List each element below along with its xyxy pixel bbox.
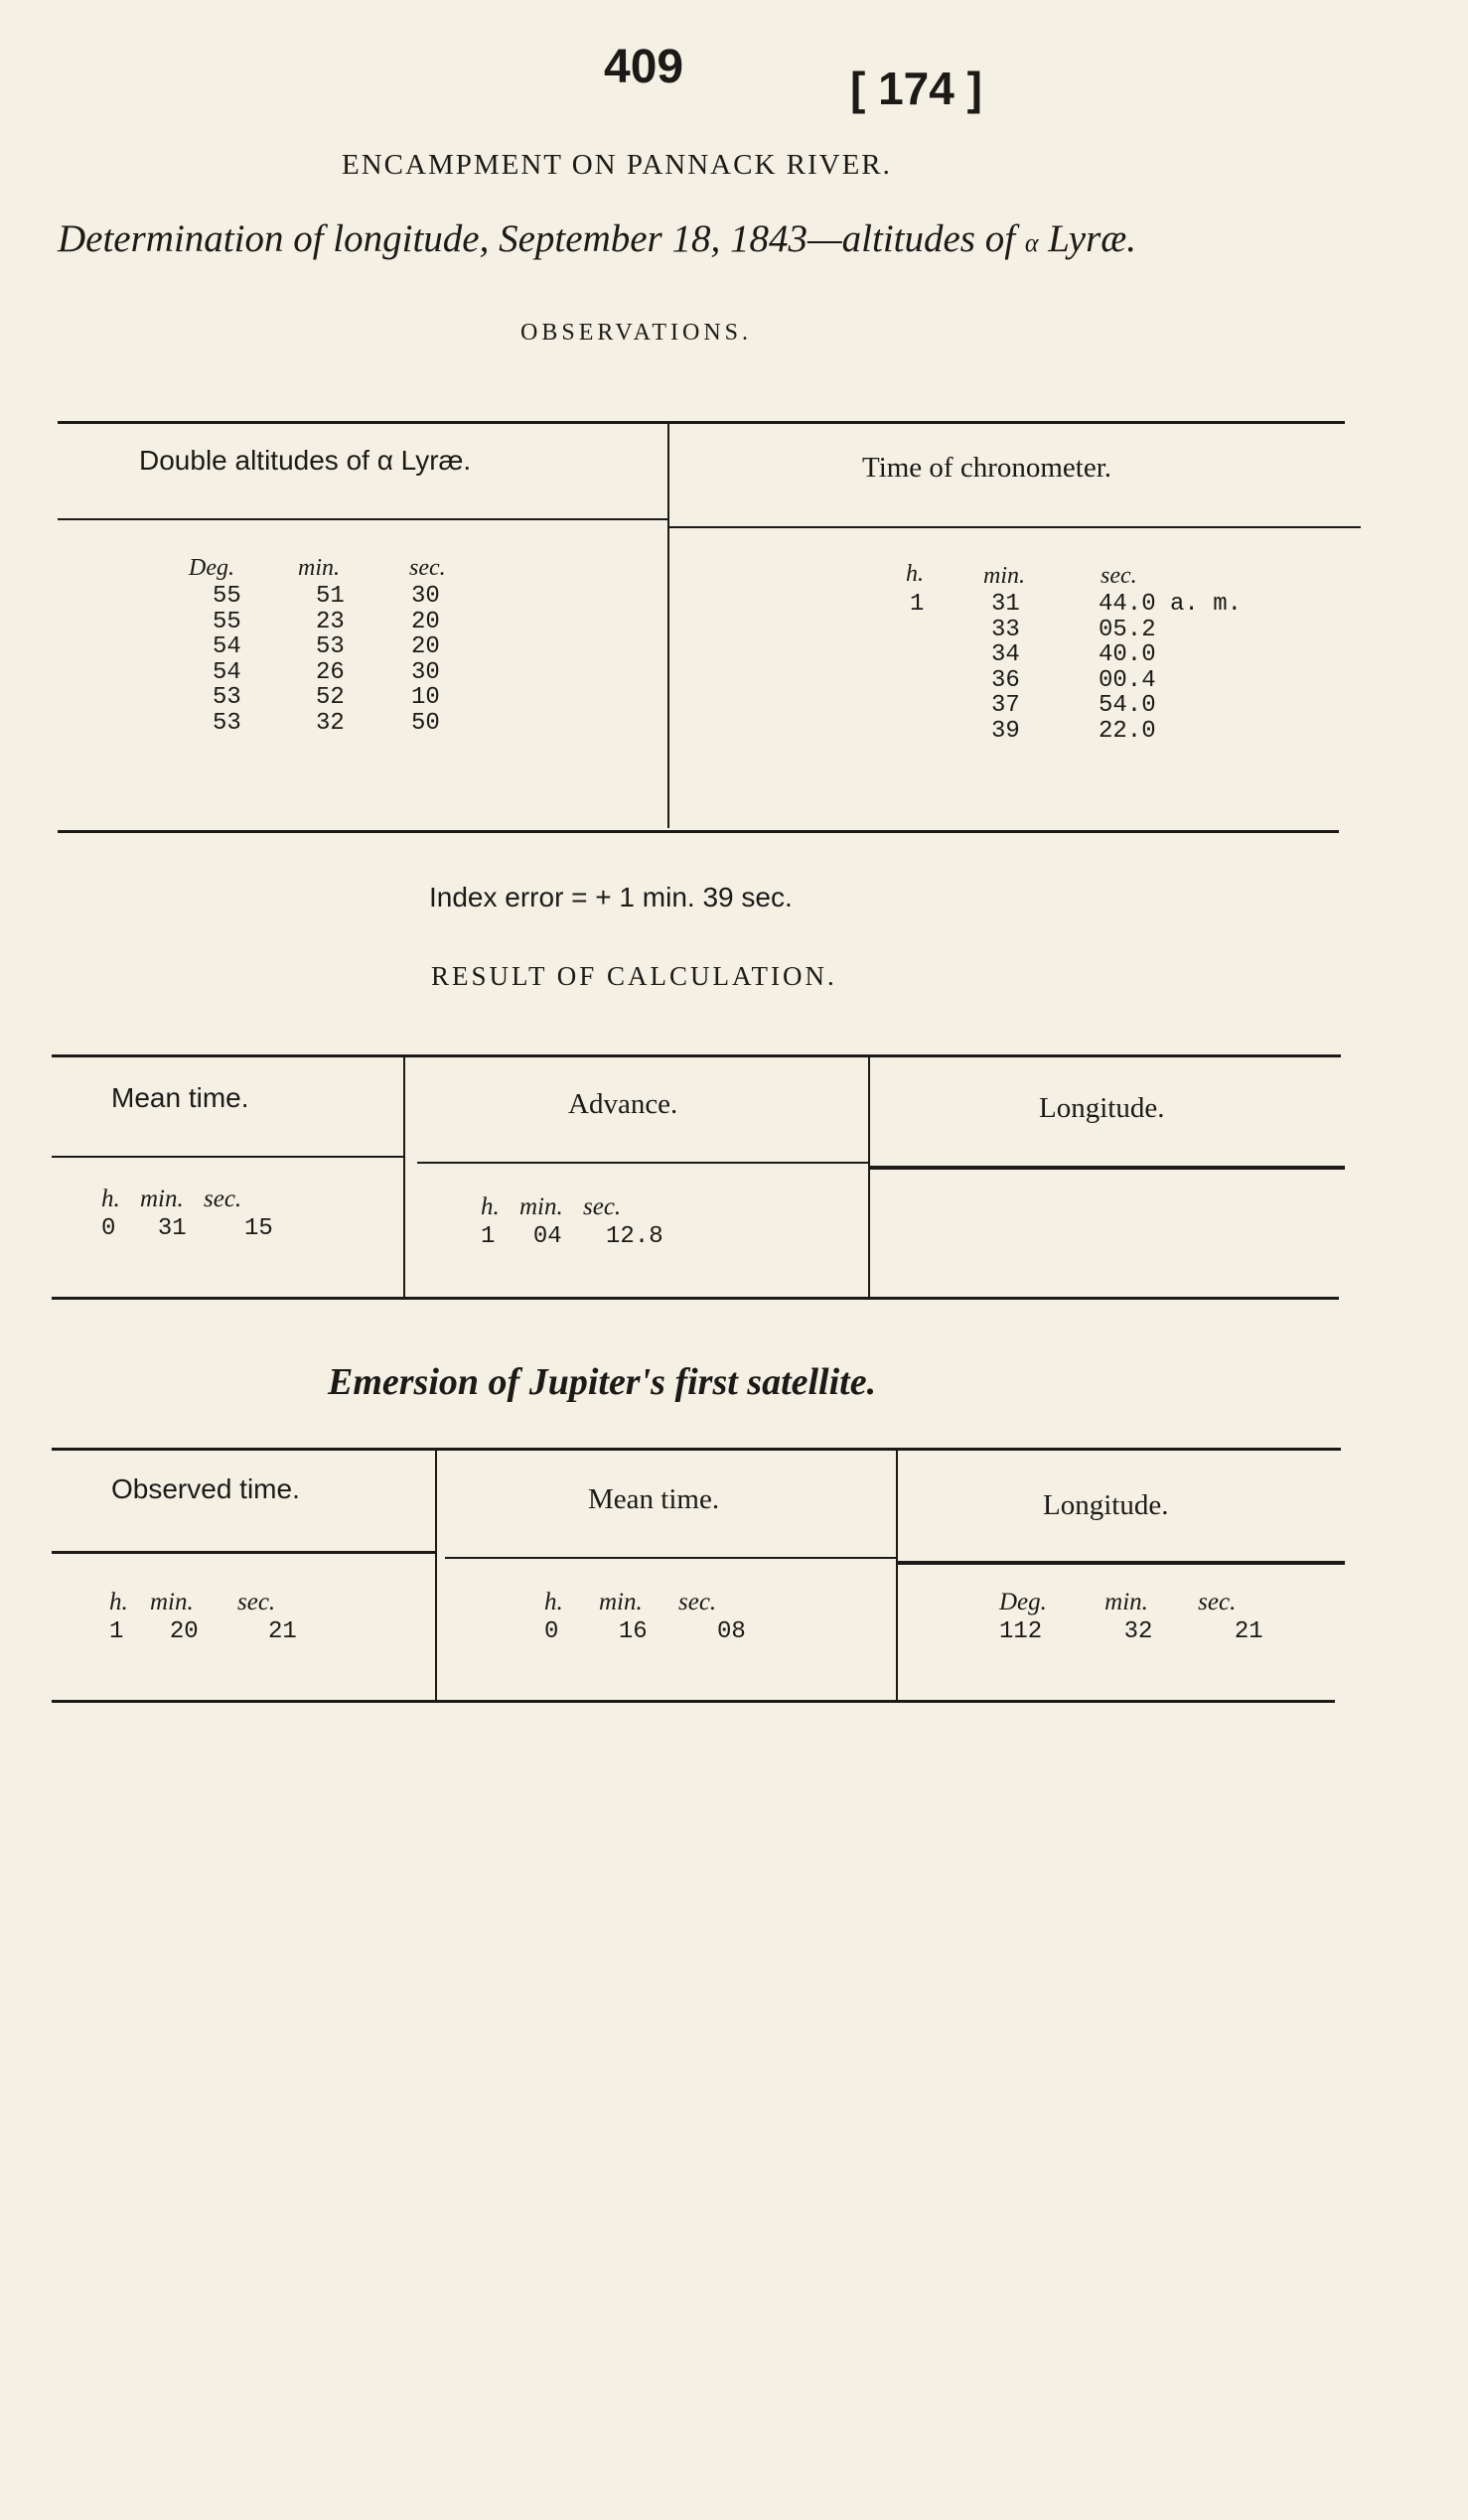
value-sec: 21 xyxy=(268,1618,297,1645)
deg-cell: 54 xyxy=(213,633,241,661)
min-cell: 23 xyxy=(316,608,345,635)
min-cell: 52 xyxy=(316,684,345,712)
sec-cell: 20 xyxy=(411,608,440,635)
min-cell: 32 xyxy=(316,709,345,737)
unit-min: min. xyxy=(140,1186,184,1212)
emersion-mean-units xyxy=(544,1589,716,1616)
result-header-rule-3 xyxy=(870,1166,1345,1170)
chron-sec-cell: 44.0 a. m. xyxy=(1099,591,1243,618)
unit-min: min. xyxy=(599,1589,643,1615)
chron-sec-cell: 22.0 xyxy=(1099,717,1156,745)
result-divider-1 xyxy=(403,1054,405,1297)
chron-sec-cell: 00.4 xyxy=(1099,666,1156,694)
chronometer-header: Time of chronometer. xyxy=(862,452,1112,484)
chron-min-cell: 39 xyxy=(991,717,1020,745)
emersion-top-rule xyxy=(52,1448,1341,1451)
sec-column xyxy=(411,584,440,737)
unit-min: min. xyxy=(150,1589,194,1615)
unit-h: h. xyxy=(109,1589,128,1615)
emersion-longitude-header: Longitude. xyxy=(1043,1489,1169,1521)
unit-min: min. xyxy=(1104,1589,1148,1615)
emersion-longitude-units xyxy=(999,1589,1236,1616)
value-sec: 08 xyxy=(717,1618,746,1645)
result-mean-units xyxy=(101,1186,241,1213)
chron-min-column xyxy=(991,592,1020,745)
result-header-rule-2 xyxy=(417,1162,868,1164)
value-min: 20 xyxy=(169,1618,199,1645)
emersion-header-rule-1 xyxy=(52,1551,435,1554)
result-bottom-rule xyxy=(52,1297,1339,1300)
result-mean-time-header: Mean time. xyxy=(111,1082,249,1113)
observed-values xyxy=(109,1618,297,1645)
emersion-header-rule-2 xyxy=(445,1557,896,1559)
title-star: Lyræ. xyxy=(1048,217,1137,260)
deg-cell: 53 xyxy=(213,709,241,737)
emersion-divider-2 xyxy=(896,1448,898,1702)
sec-cell: 50 xyxy=(411,709,440,737)
result-top-rule xyxy=(52,1054,1341,1057)
emersion-bottom-rule xyxy=(52,1700,1335,1703)
emersion-heading: Emersion of Jupiter's first satellite. xyxy=(328,1361,877,1403)
hour-column xyxy=(910,592,924,618)
value-h: 1 xyxy=(481,1223,496,1250)
unit-min: min. xyxy=(519,1193,563,1220)
chron-min-cell: 37 xyxy=(991,692,1020,720)
emersion-mean-time-header: Mean time. xyxy=(588,1483,720,1515)
result-advance-values xyxy=(481,1223,663,1250)
hour-cell: 1 xyxy=(910,591,925,618)
page-number-right: [ 174 ] xyxy=(850,63,982,114)
emersion-divider-1 xyxy=(435,1448,437,1702)
sec-cell: 10 xyxy=(411,684,440,712)
title-main: Determination of longitude, September 18, 1843—altitudes of xyxy=(58,217,1016,260)
observations-header-rule-right xyxy=(669,526,1361,528)
result-longitude-header: Longitude. xyxy=(1039,1092,1165,1124)
deg-column xyxy=(213,584,241,737)
min-cell: 51 xyxy=(316,583,345,610)
value-min: 31 xyxy=(157,1215,187,1242)
chron-sec-cell: 05.2 xyxy=(1099,616,1156,643)
emersion-header-rule-3 xyxy=(898,1561,1345,1565)
unit-sec: sec. xyxy=(237,1589,276,1615)
observations-divider xyxy=(667,421,669,828)
result-advance-units xyxy=(481,1193,621,1221)
value-h: 0 xyxy=(101,1215,116,1242)
deg-cell: 54 xyxy=(213,658,241,686)
unit-sec: sec. xyxy=(583,1193,622,1220)
chron-min-cell: 33 xyxy=(991,616,1020,643)
page-title xyxy=(58,216,1136,261)
observations-header-rule-left xyxy=(58,518,667,520)
min-cell: 26 xyxy=(316,658,345,686)
sec-cell: 30 xyxy=(411,583,440,610)
value-deg: 112 xyxy=(999,1618,1043,1645)
observed-time-header: Observed time. xyxy=(111,1473,300,1504)
chron-min-unit: min. xyxy=(983,563,1025,589)
emersion-mean-values xyxy=(544,1618,746,1645)
index-error: Index error = + 1 min. 39 sec. xyxy=(429,882,793,912)
chron-sec-column xyxy=(1099,592,1242,745)
unit-h: h. xyxy=(544,1589,563,1615)
altitudes-header: Double altitudes of α Lyræ. xyxy=(139,445,472,476)
chron-sec-cell: 40.0 xyxy=(1099,641,1156,669)
sec-cell: 20 xyxy=(411,633,440,661)
deg-cell: 55 xyxy=(213,608,241,635)
chron-sec-cell: 54.0 xyxy=(1099,692,1156,720)
deg-cell: 53 xyxy=(213,684,241,712)
result-advance-header: Advance. xyxy=(568,1088,678,1120)
emersion-longitude-values xyxy=(999,1618,1263,1645)
deg-unit: Deg. xyxy=(189,555,234,581)
unit-h: h. xyxy=(101,1186,120,1212)
chron-min-cell: 34 xyxy=(991,641,1020,669)
chron-min-cell: 31 xyxy=(991,591,1020,618)
chron-min-cell: 36 xyxy=(991,666,1020,694)
unit-h: h. xyxy=(481,1193,500,1220)
min-column xyxy=(316,584,345,737)
value-min: 16 xyxy=(618,1618,648,1645)
value-h: 0 xyxy=(544,1618,559,1645)
result-divider-2 xyxy=(868,1054,870,1297)
unit-sec: sec. xyxy=(1198,1589,1237,1615)
observed-units xyxy=(109,1589,275,1616)
chron-sec-unit: sec. xyxy=(1101,563,1137,589)
deg-cell: 55 xyxy=(213,583,241,610)
min-unit: min. xyxy=(298,555,340,581)
unit-deg: Deg. xyxy=(999,1589,1047,1615)
unit-sec: sec. xyxy=(204,1186,242,1212)
hour-unit: h. xyxy=(906,561,924,587)
observations-heading: OBSERVATIONS. xyxy=(520,320,753,346)
unit-sec: sec. xyxy=(678,1589,717,1615)
result-heading: RESULT OF CALCULATION. xyxy=(431,961,837,991)
running-title: ENCAMPMENT ON PANNACK RIVER. xyxy=(342,149,892,181)
value-min: 04 xyxy=(532,1223,562,1250)
value-min: 32 xyxy=(1123,1618,1153,1645)
page-number-left: 409 xyxy=(604,41,684,93)
value-sec: 15 xyxy=(244,1215,273,1242)
value-h: 1 xyxy=(109,1618,124,1645)
value-sec: 12.8 xyxy=(606,1223,663,1250)
observations-top-rule xyxy=(58,421,1345,424)
result-mean-values xyxy=(101,1215,273,1242)
sec-cell: 30 xyxy=(411,658,440,686)
sec-unit: sec. xyxy=(409,555,446,581)
result-header-rule-1 xyxy=(52,1156,403,1158)
min-cell: 53 xyxy=(316,633,345,661)
observations-bottom-rule xyxy=(58,830,1339,833)
value-sec: 21 xyxy=(1234,1618,1263,1645)
title-alpha: α xyxy=(1024,228,1039,257)
